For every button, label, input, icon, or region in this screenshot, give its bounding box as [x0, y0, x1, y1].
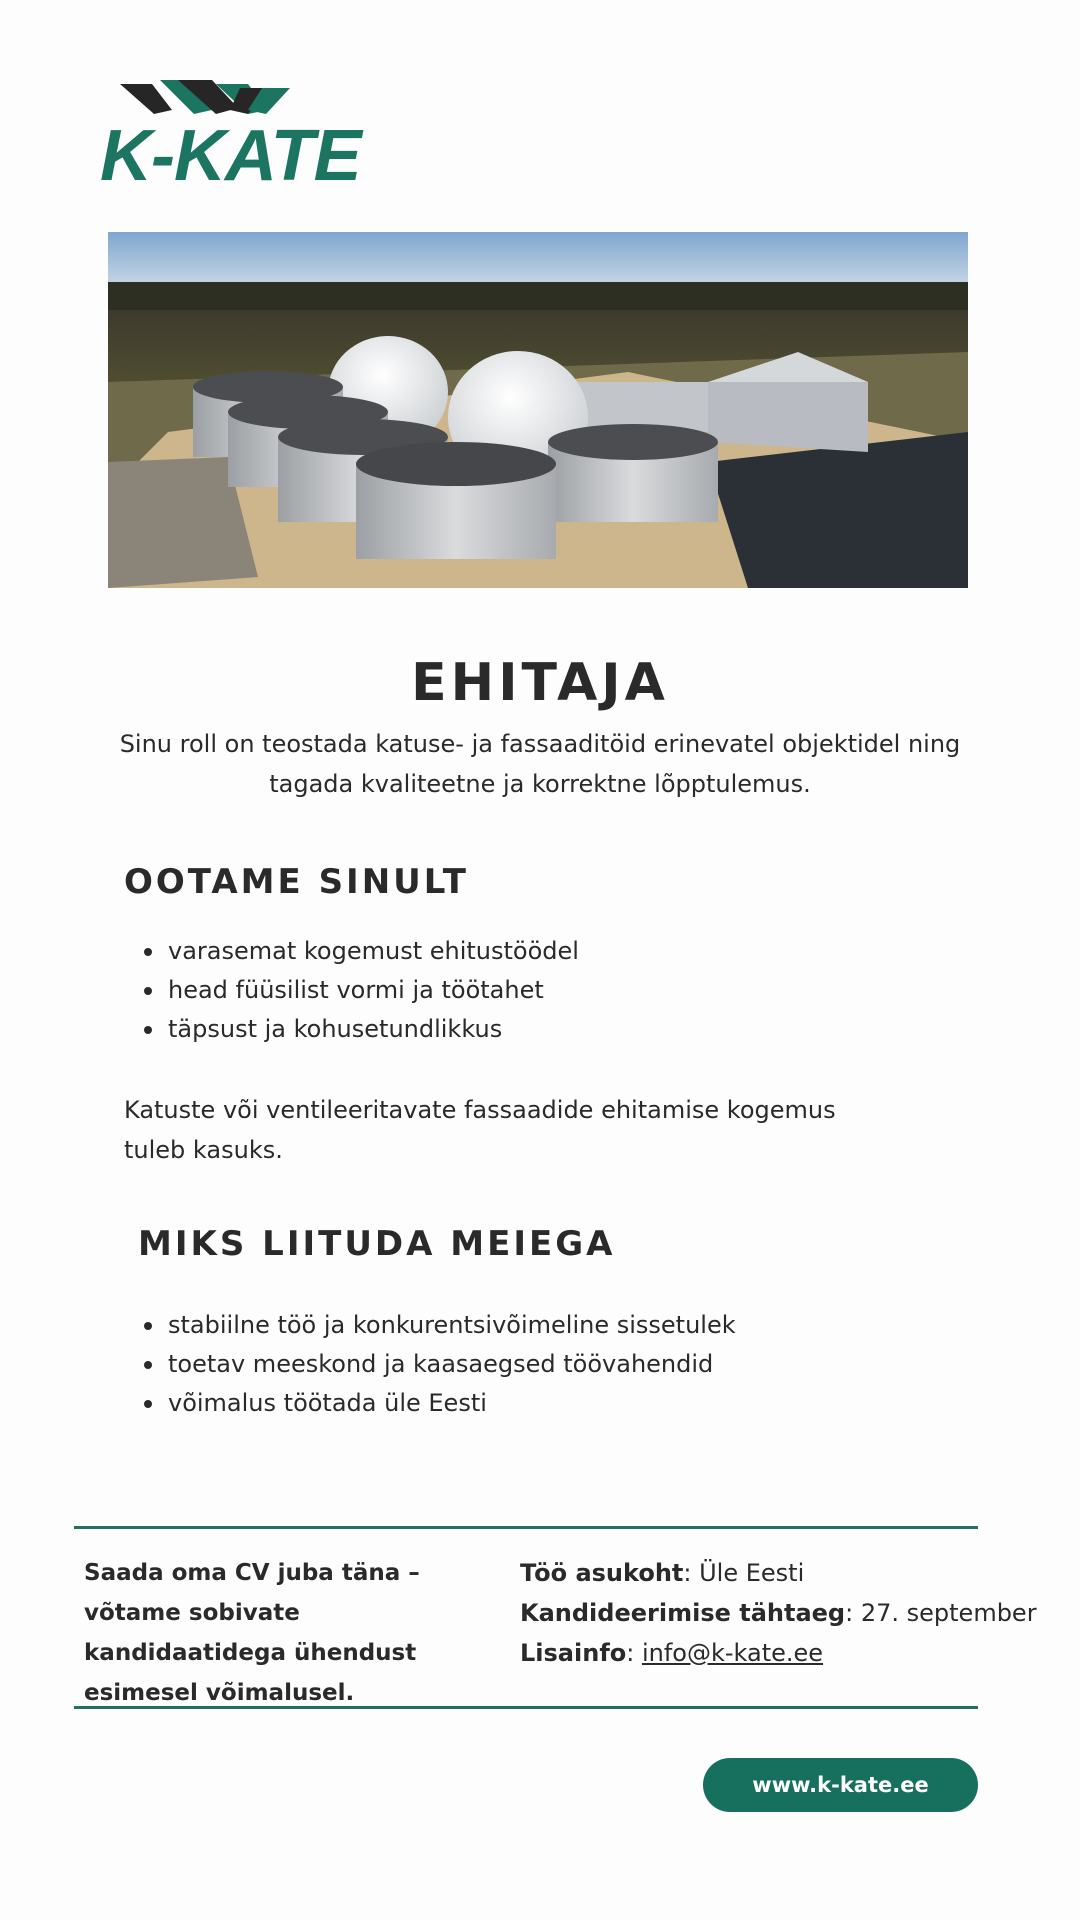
divider-top [74, 1526, 978, 1529]
job-intro: Sinu roll on teostada katuse- ja fassaaditöid erinevatel objektidel ning tagada kvaliteetne ja korrektne lõpptulemus. [119, 730, 961, 798]
k-kate-logo [100, 76, 362, 196]
list-item: varasemat kogemust ehitustöödel [168, 932, 579, 971]
logo-wordmark: K-KATE [100, 116, 361, 196]
list-item: head füüsilist vormi ja töötahet [168, 971, 579, 1010]
list-item: täpsust ja kohusetundlikkus [168, 1010, 579, 1049]
list-item: toetav meeskond ja kaasaegsed töövahendid [168, 1345, 736, 1384]
location-value: : Üle Eesti [683, 1559, 805, 1587]
hero-image [108, 232, 968, 588]
call-to-action: Saada oma CV juba täna – võtame sobivate kandidaatidega ühendust esimesel võimalusel. [84, 1560, 420, 1706]
experience-note: Katuste või ventileeritavate fassaadide ehitamise kogemus tuleb kasuks. [124, 1096, 836, 1164]
website-button[interactable]: www.k-kate.ee [703, 1758, 978, 1812]
divider-bottom [74, 1706, 978, 1709]
job-title: EHITAJA [411, 653, 669, 713]
list-item: võimalus töötada üle Eesti [168, 1384, 736, 1423]
deadline-value: : 27. september [845, 1599, 1037, 1627]
roof-chevrons-icon [120, 80, 300, 120]
info-label: Lisainfo [520, 1639, 627, 1667]
location-label: Töö asukoht [520, 1559, 684, 1587]
location-row [520, 1553, 1020, 1593]
benefits-heading: MIKS LIITUDA MEIEGA [138, 1224, 616, 1264]
requirements-heading: OOTAME SINULT [124, 862, 469, 902]
benefits-list [124, 1306, 736, 1423]
list-item: stabiilne töö ja konkurentsivõimeline sissetulek [168, 1306, 736, 1345]
biogas-plant-photo-icon [108, 232, 968, 588]
job-info [520, 1553, 1037, 1673]
deadline-row [520, 1593, 1037, 1633]
deadline-label: Kandideerimise tähtaeg [520, 1599, 846, 1627]
contact-row [520, 1633, 1020, 1673]
info-separator: : [626, 1639, 642, 1667]
email-link[interactable]: info@k-kate.ee [641, 1639, 824, 1667]
requirements-list [124, 932, 579, 1049]
